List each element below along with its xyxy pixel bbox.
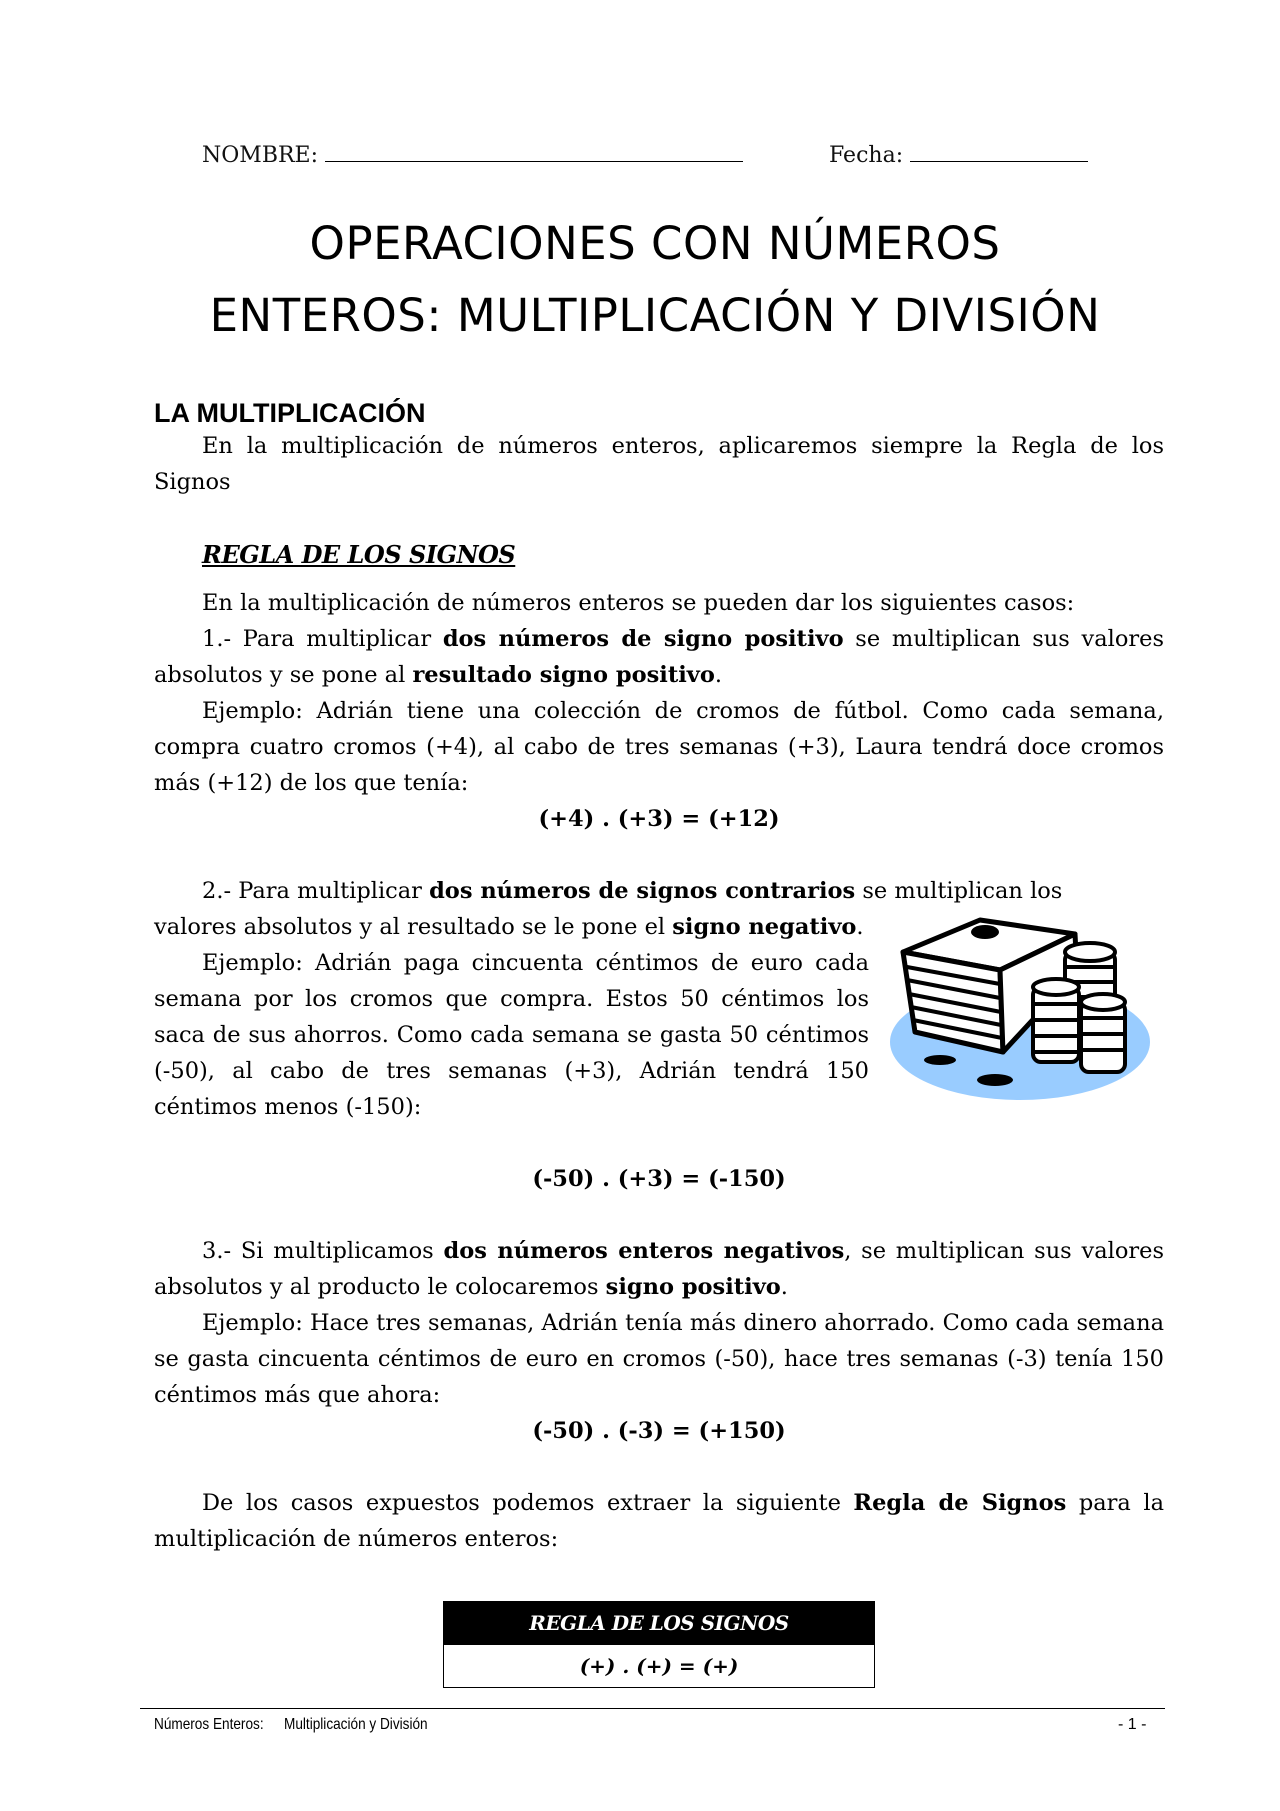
- case2-text-a: 2.- Para multiplicar: [202, 878, 430, 904]
- fecha-label: Fecha:: [829, 143, 904, 168]
- case2-text-e: signo negativo: [672, 914, 857, 940]
- case2-example: Ejemplo: Adrián paga cincuenta céntimos de euro cada semana por los cromos que compra. Estos 50 céntimos los saca de sus ahorros. Como cada semana se gasta 50 céntimos (-50), al cabo de tres semanas (+3), Adrián tendrá 150 céntimos menos (-150):: [154, 950, 869, 1120]
- case2-rule-line2: [154, 909, 869, 945]
- title-line-2: ENTEROS: MULTIPLICACIÓN Y DIVISIÓN: [209, 289, 1101, 342]
- conclusion-text-b: Regla de Signos: [853, 1490, 1067, 1516]
- case1-text-e: .: [714, 662, 723, 688]
- table-row: (+) . (+) = (+): [444, 1644, 874, 1687]
- case1-equation: (+4) . (+3) = (+12): [538, 806, 780, 832]
- case1-text-c: se multiplican sus valores absolutos y se pone al: [154, 626, 1164, 688]
- page-number: - 1 -: [1118, 1716, 1147, 1733]
- case3-text-e: .: [780, 1274, 788, 1300]
- intro-paragraph: En la multiplicación de números enteros, aplicaremos siempre la Regla de los Signos: [154, 433, 1164, 495]
- nombre-blank[interactable]: [325, 143, 743, 162]
- sign-rule-table: [443, 1601, 875, 1688]
- conclusion-paragraph: [154, 1485, 1164, 1557]
- cases-intro: En la multiplicación de números enteros se pueden dar los siguientes casos:: [202, 590, 1075, 616]
- footer-left-1: Números Enteros:: [154, 1716, 264, 1733]
- section-heading: LA MULTIPLICACIÓN: [154, 398, 426, 428]
- conclusion-text-a: De los casos expuestos podemos extraer la siguiente: [202, 1490, 854, 1516]
- fecha-blank[interactable]: [910, 143, 1088, 162]
- case2-text-f: .: [856, 914, 864, 940]
- footer-divider: [140, 1708, 1165, 1709]
- case3-text-d: signo positivo: [605, 1274, 781, 1300]
- rule-heading: REGLA DE LOS SIGNOS: [202, 540, 516, 569]
- footer-title: [154, 1716, 428, 1734]
- case1-text-d: resultado signo positivo: [412, 662, 715, 688]
- case2-text-c: se multiplican los: [855, 878, 1063, 904]
- nombre-label: NOMBRE:: [202, 143, 319, 168]
- case1-block: [154, 585, 1164, 837]
- section-intro: [154, 428, 1164, 500]
- conclusion-text-c: para la multiplicación de números enteros:: [154, 1490, 1164, 1552]
- case3-rule: [154, 1233, 1164, 1305]
- money-stack-icon: [885, 912, 1150, 1112]
- case3-block: [154, 1233, 1164, 1449]
- case2-block-top: [154, 873, 1164, 909]
- title-line-1: OPERACIONES CON NÚMEROS: [309, 217, 1001, 270]
- case2-equation-block: [154, 1161, 1164, 1197]
- case3-example: Ejemplo: Hace tres semanas, Adrián tenía más dinero ahorrado. Como cada semana se gasta cincuenta céntimos de euro en cromos (-50), hace tres semanas (-3) tenía 150 céntimos más que ahora:: [154, 1310, 1164, 1408]
- case1-text-a: 1.- Para multiplicar: [202, 626, 443, 652]
- case3-text-b: dos números enteros negativos: [443, 1238, 845, 1264]
- date-field: [829, 143, 1088, 168]
- case2-text-b: dos números de signos contrarios: [429, 878, 856, 904]
- footer-left-2: Multiplicación y División: [283, 1716, 428, 1733]
- case1-example: Ejemplo: Adrián tiene una colección de cromos de fútbol. Como cada semana, compra cuatro cromos (+4), al cabo de tres semanas (+3), Laura tendrá doce cromos más (+12) de los que tenía:: [154, 698, 1164, 796]
- case2-rule-line1: [154, 873, 1164, 909]
- case1-text-b: dos números de signo positivo: [442, 626, 844, 652]
- page-title: [150, 208, 1160, 352]
- case2-block-wrap: [154, 909, 869, 1125]
- case3-text-c: , se multiplican sus valores absolutos y al producto le colocaremos: [154, 1238, 1164, 1300]
- case1-rule: [154, 621, 1164, 693]
- case2-text-d: valores absolutos y al resultado se le pone el: [154, 914, 673, 940]
- case3-equation: (-50) . (-3) = (+150): [532, 1418, 786, 1444]
- case2-equation: (-50) . (+3) = (-150): [532, 1166, 786, 1192]
- conclusion: [154, 1485, 1164, 1557]
- table-header: REGLA DE LOS SIGNOS: [444, 1602, 874, 1644]
- case3-text-a: 3.- Si multiplicamos: [202, 1238, 444, 1264]
- name-field: [202, 143, 743, 168]
